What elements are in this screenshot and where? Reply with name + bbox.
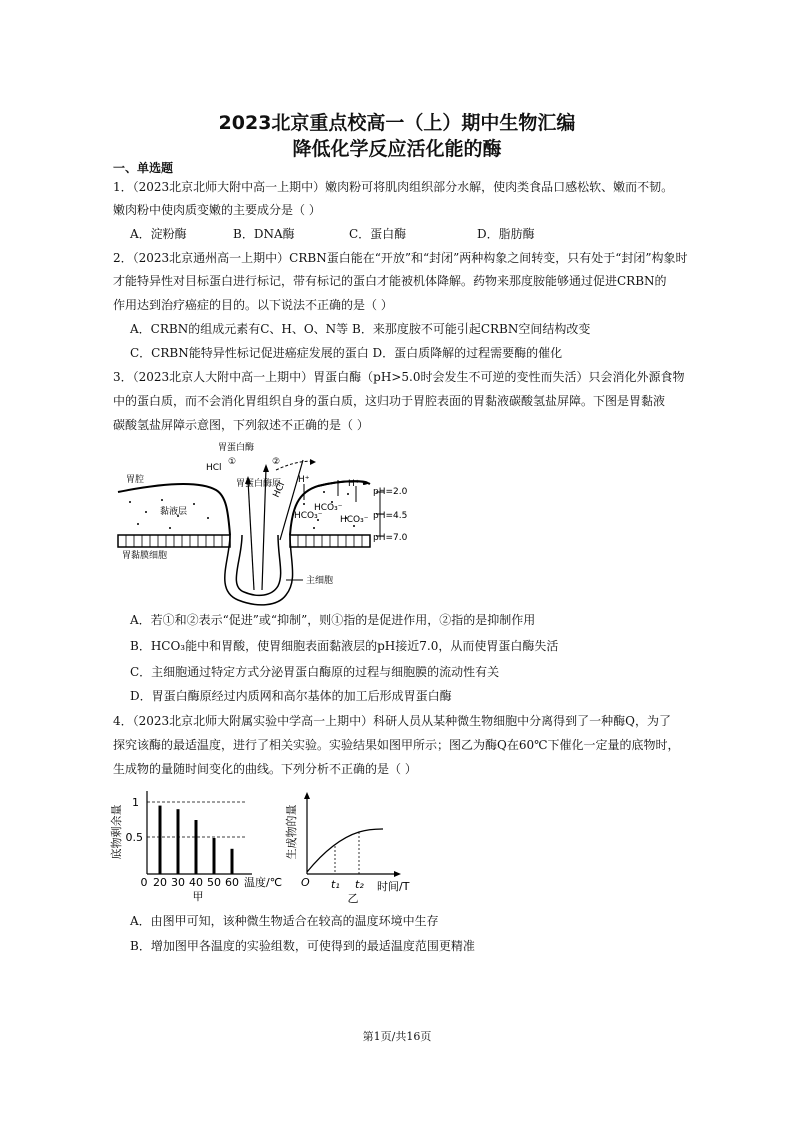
q3-stem-line1: 3．（2023北京人大附中高一上期中）胃蛋白酶（pH>5.0时会发生不可逆的变性而失活）只会消化外源食物	[113, 370, 685, 384]
jia-ytick-05: 0.5	[125, 831, 143, 844]
q2-options-ab: A．CRBN的组成元素有C、H、O、N等 B．来那度胺不可能引起CRBN空间结构改变	[130, 322, 591, 336]
q1-option-a: A．淀粉酶	[130, 227, 187, 241]
page-footer: 第1页/共16页	[362, 1030, 432, 1043]
yi-xlabel: 时间/T	[377, 880, 410, 893]
q2-stem-line2: 才能特异性对目标蛋白进行标记，带有标记的蛋白才能被机体降解。药物来那度胺能够通过促进CRBN的	[113, 274, 667, 288]
label-h-plus-1: H⁺	[298, 475, 310, 485]
jia-xtick-20: 20	[153, 876, 167, 889]
label-hcl-top: HCl	[206, 463, 222, 473]
label-ph-2: pH=2.0	[373, 487, 408, 497]
label-circle1: ①	[228, 457, 237, 467]
yi-origin: O	[301, 876, 310, 889]
q4-option-a: A．由图甲可知，该种微生物适合在较高的温度环境中生存	[130, 914, 439, 928]
q1-option-c: C．蛋白酶	[349, 227, 407, 241]
jia-bar-20	[159, 806, 162, 874]
label-circle2: ②	[272, 457, 281, 467]
label-ph-7: pH=7.0	[373, 533, 408, 543]
yi-ylabel: 生成物的量	[285, 804, 298, 860]
q4-stem-line3: 生成物的量随时间变化的曲线。下列分析不正确的是（ ）	[113, 762, 417, 776]
label-pepsinogen: 胃蛋白酶原	[236, 479, 282, 489]
doc-title-line1: 2023北京重点校高一（上）期中生物汇编	[218, 112, 576, 134]
q3-stem-line3: 碳酸氢盐屏障示意图，下列叙述不正确的是（ ）	[113, 418, 369, 432]
label-hco3-2: HCO₃⁻	[314, 503, 343, 513]
label-hcl-diagonal: HCl	[271, 480, 288, 500]
q3-stem-line2: 中的蛋白质，而不会消化胃组织自身的蛋白质，这归功于胃腔表面的胃黏液碳酸氢盐屏障。下图是胃黏液	[113, 394, 666, 408]
yi-title: 乙	[347, 892, 359, 905]
q3-option-c: C．主细胞通过特定方式分泌胃蛋白酶原的过程与细胞膜的流动性有关	[130, 665, 500, 679]
gastric-barrier-diagram	[118, 440, 418, 610]
jia-ylabel: 底物剩余量	[110, 804, 123, 860]
label-chief-cell: 主细胞	[306, 576, 334, 586]
label-hco3-1: HCO₃⁻	[294, 511, 323, 521]
jia-bar-40	[195, 820, 198, 874]
q4-stem-line1: 4．（2023北京北师大附属实验中学高一上期中）科研人员从某种微生物细胞中分离得到了一种酶Q，为了	[113, 714, 672, 728]
label-mucosa-cells: 胃黏膜细胞	[122, 551, 168, 561]
label-pepsin: 胃蛋白酶	[218, 443, 255, 453]
jia-origin: 0	[140, 876, 148, 889]
jia-title: 甲	[192, 890, 204, 903]
jia-xtick-50: 50	[207, 876, 221, 889]
q3-option-b: B．HCO₃能中和胃酸，使胃细胞表面黏液层的pH接近7.0，从而使胃蛋白酶失活	[130, 639, 559, 653]
q1-option-d: D．脂肪酶	[477, 227, 535, 241]
section-header: 一、单选题	[113, 161, 174, 175]
jia-bar-60	[231, 849, 234, 874]
doc-title-line2: 降低化学反应活化能的酶	[292, 138, 502, 160]
q1-option-b: B．DNA酶	[233, 227, 295, 241]
jia-xlabel: 温度/℃	[244, 876, 283, 889]
q1-stem-line2: 嫩肉粉中使肉质变嫩的主要成分是（ ）	[113, 203, 321, 217]
gastric-gland	[225, 535, 293, 605]
jia-bar-50	[213, 838, 216, 874]
chart-yi	[285, 792, 425, 908]
label-h-plus-2: H⁺	[348, 479, 360, 489]
q4-stem-line2: 探究该酶的最适温度，进行了相关实验。实验结果如图甲所示；图乙为酶Q在60℃下催化一定量的底物时，	[113, 738, 680, 752]
q3-option-a: A．若①和②表示“促进”或“抑制”，则①指的是促进作用，②指的是抑制作用	[130, 613, 536, 627]
chart-jia	[112, 786, 287, 906]
label-lumen: 胃腔	[126, 475, 145, 485]
jia-xtick-30: 30	[171, 876, 185, 889]
yi-curve	[307, 829, 383, 872]
jia-ytick-1: 1	[132, 796, 139, 809]
label-hco3-3: HCO₃⁻	[340, 515, 369, 525]
jia-xtick-60: 60	[225, 876, 239, 889]
jia-bar-30	[177, 809, 180, 874]
label-mucus: 黏液层	[160, 507, 188, 517]
jia-xtick-40: 40	[189, 876, 203, 889]
q1-stem-line1: 1．（2023北京北师大附中高一上期中）嫩肉粉可将肌肉组织部分水解，使肉类食品口感松软、嫩而不韧。	[113, 180, 674, 194]
q2-stem-line1: 2．（2023北京通州高一上期中）CRBN蛋白能在“开放”和“封闭”两种构象之间转变，只有处于“封闭”构象时	[113, 251, 688, 265]
q4-option-b: B．增加图甲各温度的实验组数，可使得到的最适温度范围更精准	[130, 939, 475, 953]
q2-options-cd: C．CRBN能特异性标记促进癌症发展的蛋白 D．蛋白质降解的过程需要酶的催化	[130, 346, 563, 360]
label-ph-4-5: pH=4.5	[373, 511, 408, 521]
yi-xtick-t2: t₂	[355, 878, 364, 891]
q3-option-d: D．胃蛋白酶原经过内质网和高尔基体的加工后形成胃蛋白酶	[130, 689, 452, 703]
q2-stem-line3: 作用达到治疗癌症的目的。以下说法不正确的是（ ）	[113, 298, 393, 312]
yi-xtick-t1: t₁	[331, 878, 340, 891]
